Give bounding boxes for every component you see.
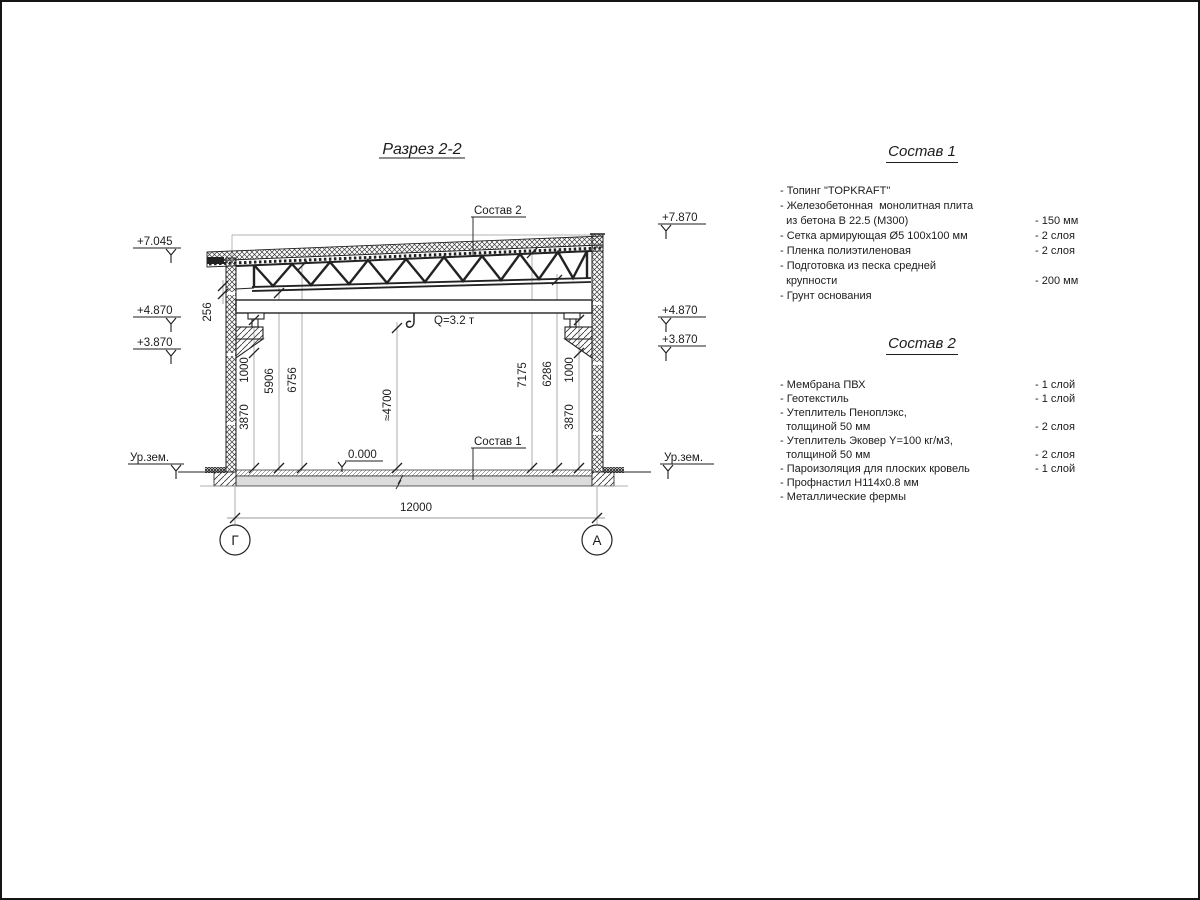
floor-slab bbox=[236, 476, 592, 486]
spec-list-2 bbox=[772, 335, 1076, 504]
roof-edge-block bbox=[207, 257, 224, 264]
spec1-title-text: Состав 1 bbox=[886, 143, 958, 163]
elev-right-ground: Ур.зем. bbox=[664, 452, 704, 464]
list-item: - Утеплитель Эковер Y=100 кг/м3, bbox=[780, 435, 953, 447]
elev-right-3870: +3.870 bbox=[662, 334, 698, 346]
left-foundation bbox=[214, 472, 236, 486]
dim-6756: 6756 bbox=[287, 367, 299, 393]
elev-left-ground: Ур.зем. bbox=[130, 452, 170, 464]
list-item: - Пароизоляция для плоских кровель - 1 слой bbox=[780, 463, 1076, 475]
dim-1000-left: 1000 bbox=[239, 357, 251, 383]
sostav1-callout: Состав 1 bbox=[474, 436, 522, 448]
elev-left-3870: +3.870 bbox=[137, 337, 173, 349]
floor bbox=[178, 467, 651, 489]
dimension-ticks bbox=[218, 248, 584, 473]
axis-dimension bbox=[220, 486, 612, 555]
list-item: - Топинг "TOPKRAFT" bbox=[780, 185, 891, 197]
list-item: - Утеплитель Пеноплэкс, bbox=[780, 407, 907, 419]
list-item: - Профнастил Н114х0.8 мм bbox=[780, 477, 919, 489]
list-item: - Железобетонная монолитная плита bbox=[780, 200, 974, 212]
list-item: - Грунт основания bbox=[780, 290, 872, 302]
list-item: крупности - 200 мм bbox=[780, 275, 1079, 287]
crane-beam bbox=[236, 300, 592, 327]
crane-hook-icon bbox=[406, 313, 414, 327]
list-item: - Мембрана ПВХ - 1 слой bbox=[780, 379, 1076, 391]
axis-label-a: А bbox=[592, 533, 602, 548]
list-item: из бетона В 22.5 (М300) - 150 мм bbox=[780, 215, 1079, 227]
right-wall bbox=[592, 234, 603, 472]
sostav2-callout: Состав 2 bbox=[474, 205, 522, 217]
right-foundation bbox=[592, 472, 614, 486]
floor-hatch-band bbox=[236, 470, 592, 476]
elev-right-4870: +4.870 bbox=[662, 305, 698, 317]
list-item: - Пленка полиэтиленовая - 2 слоя bbox=[780, 245, 1076, 257]
list-item: толщиной 50 мм - 2 слоя bbox=[780, 421, 1076, 433]
dim-6286: 6286 bbox=[542, 361, 554, 387]
list-item: - Подготовка из песка средней bbox=[780, 260, 936, 272]
roof bbox=[207, 236, 603, 267]
spec1-title bbox=[772, 143, 1072, 161]
dim-256: 256 bbox=[202, 302, 214, 322]
spec2-title bbox=[772, 335, 1072, 353]
dim-7175: 7175 bbox=[517, 362, 529, 388]
dim-4700: ≈4700 bbox=[382, 389, 394, 421]
axis-label-g: Г bbox=[231, 533, 239, 548]
elev-left-7045: +7.045 bbox=[137, 236, 173, 248]
elev-right-7870: +7.870 bbox=[662, 212, 698, 224]
list-item: - Сетка армирующая Ø5 100x100 мм - 2 слоя bbox=[780, 230, 1076, 242]
drawing-title: Разрез 2-2 bbox=[382, 141, 462, 158]
level-zero-label: 0.000 bbox=[348, 449, 377, 461]
dim-3870-right: 3870 bbox=[564, 404, 576, 430]
dim-5906: 5906 bbox=[264, 368, 276, 394]
list-item: - Металлические фермы bbox=[780, 491, 907, 503]
crane-capacity-label: Q=3.2 т bbox=[434, 315, 475, 327]
dim-3870-left: 3870 bbox=[239, 404, 251, 430]
elev-left-4870: +4.870 bbox=[137, 305, 173, 317]
span-dimension: 12000 bbox=[400, 502, 432, 514]
spec2-title-text: Состав 2 bbox=[886, 335, 958, 355]
dim-1000-right: 1000 bbox=[564, 357, 576, 383]
list-item: толщиной 50 мм - 2 слоя bbox=[780, 449, 1076, 461]
list-item: - Геотекстиль - 1 слой bbox=[780, 393, 1076, 405]
spec-list-1 bbox=[772, 143, 1079, 304]
